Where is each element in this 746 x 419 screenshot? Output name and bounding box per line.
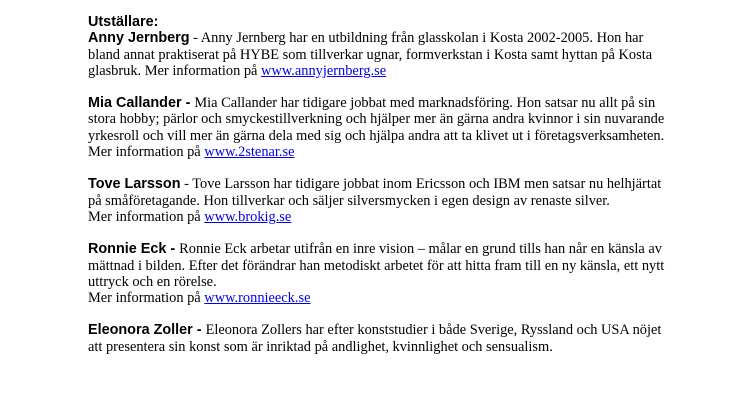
exhibitor-paragraph xyxy=(88,95,668,144)
exhibitor-entry-ronnie xyxy=(88,241,668,306)
exhibitor-entry-eleonora xyxy=(88,322,668,355)
more-info-line xyxy=(88,144,668,160)
exhibitor-description: Eleonora Zollers har efter konststudier i både Sverige, Ryssland och USA nöjet att presentera sin konst som är inriktad på andlighet, kvinnlighet och sensualism. xyxy=(88,322,662,355)
exhibitor-paragraph xyxy=(88,241,668,290)
exhibitor-description: Mia Callander har tidigare jobbat med marknadsföring. Hon satsar nu allt på sin stora hobby; pärlor och smyckestillverkning och hjälper mer än gärna andra kvinnor i sin nuvarande yrkesroll och vill mer än gärna dela med sig och hjälpa andra att ta klivet ut i företagsverksamheten. xyxy=(88,95,665,144)
exhibitor-website-link[interactable]: www.ronnieeck.se xyxy=(204,290,311,307)
name-separator: - xyxy=(192,322,206,339)
exhibitor-name: Mia Callander xyxy=(88,95,182,112)
exhibitor-entry-mia xyxy=(88,95,668,160)
exhibitor-paragraph xyxy=(88,30,668,79)
document-body xyxy=(88,14,668,355)
exhibitor-entry-tove xyxy=(88,176,668,225)
more-info-label: Mer information på xyxy=(88,208,205,225)
exhibitor-description: Ronnie Eck arbetar utifrån en inre vision – målar en grund tills han når en känsla av mättnad i bilden. Efter det förändrar han metodiskt arbetet för att hitta fram till en ny känsla, ett nytt uttryck och en rörelse. xyxy=(88,241,665,290)
name-separator: - xyxy=(166,241,180,258)
name-separator: - xyxy=(180,176,193,193)
exhibitor-name: Anny Jernberg xyxy=(88,30,190,47)
exhibitor-description: Tove Larsson har tidigare jobbat inom Ericsson och IBM men satsar nu helhjärtat på småföretagande. Hon tillverkar och säljer silversmycken i egen design av renaste silver. xyxy=(88,176,662,209)
exhibitor-website-link[interactable]: www.2stenar.se xyxy=(204,144,295,161)
section-heading: Utställare: xyxy=(88,14,159,30)
more-info-label: Mer information på xyxy=(88,290,205,307)
name-separator: - xyxy=(181,95,195,112)
exhibitor-website-link[interactable]: www.annyjernberg.se xyxy=(261,62,387,79)
more-info-line xyxy=(88,209,668,225)
exhibitor-name: Ronnie Eck xyxy=(88,241,167,258)
more-info-label: Mer information på xyxy=(88,144,205,161)
exhibitor-description: Anny Jernberg har en utbildning från glasskolan i Kosta 2002-2005. Hon har bland annat praktiserat på HYBE som tillverkar ugnar, formverkstan i Kosta samt hyttan på Kosta glasbruk. Mer information på xyxy=(88,30,653,79)
exhibitor-paragraph xyxy=(88,176,668,209)
exhibitor-name: Tove Larsson xyxy=(88,176,181,193)
exhibitor-entry-anny xyxy=(88,30,668,79)
exhibitor-paragraph xyxy=(88,322,668,355)
exhibitor-name: Eleonora Zoller xyxy=(88,322,193,339)
more-info-line xyxy=(88,290,668,306)
name-separator: - xyxy=(189,30,201,47)
exhibitor-website-link[interactable]: www.brokig.se xyxy=(204,208,292,225)
